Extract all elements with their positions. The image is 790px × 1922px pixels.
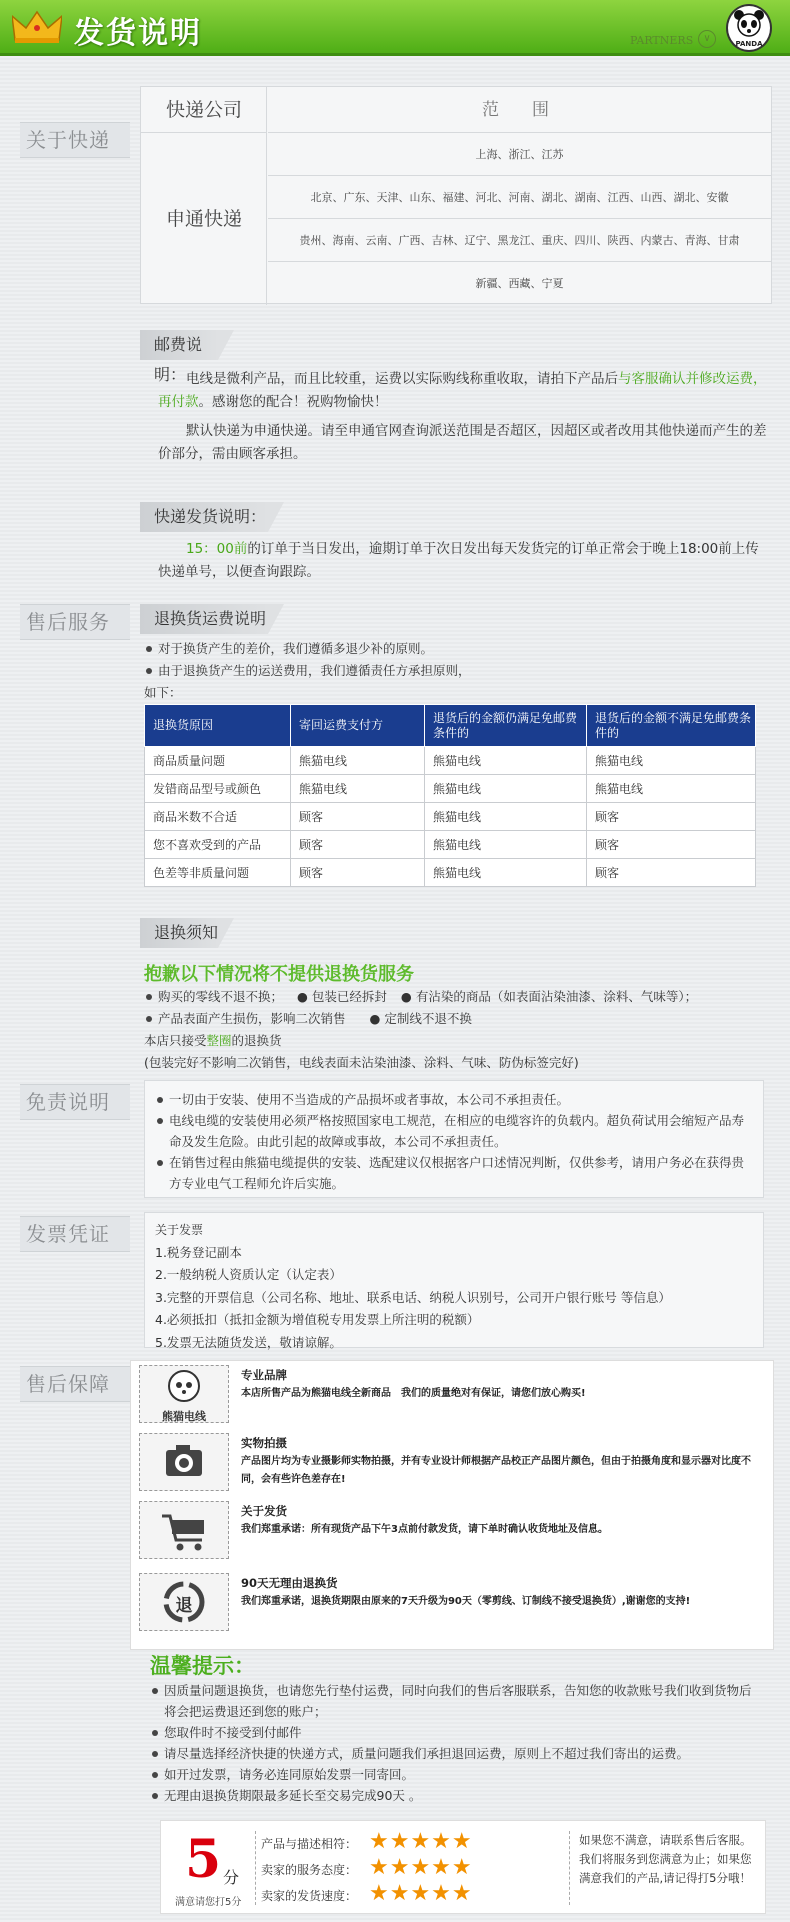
panda-logo <box>726 4 772 52</box>
list-item: 如开过发票，请务必连同原始发票一同寄回。 <box>150 1764 760 1785</box>
cart-icon <box>139 1501 229 1559</box>
table-cell: 熊猫电线 <box>425 775 587 803</box>
rating-row-label: 产品与描述相符： <box>261 1837 358 1851</box>
disclaimer-box <box>144 1080 764 1198</box>
list-item: 5.发票无法随货发送，敬请谅解。 <box>155 1334 342 1350</box>
shipping-heading: 快递发货说明： <box>140 502 268 532</box>
guarantee-title: 90天无理由退换货 <box>241 1576 338 1590</box>
table-cell: 熊猫电线 <box>425 831 587 859</box>
return-icon: 退 <box>139 1573 229 1631</box>
guarantee-text: 产品图片均为专业摄影师实物拍摄，并有专业设计师根据产品校正产品图片颜色，但由于拍摄角度和显示器对比度不同，会有些许色差存在! <box>241 1456 751 1485</box>
invoice-title: 关于发票 <box>155 1223 204 1237</box>
return-fee-list <box>144 638 764 704</box>
list-item: 在销售过程由熊猫电缆提供的安装、选配建议仅根据客户口述情况判断，仅供参考，请用户务必在获得贵方专业电气工程师允许后实施。 <box>155 1152 753 1194</box>
as-below-label: 如下： <box>144 685 182 700</box>
courier-table <box>140 86 772 304</box>
table-cell: 顾客 <box>291 831 425 859</box>
table-row <box>145 859 756 887</box>
rating-score: 5 <box>185 1829 222 1890</box>
table-cell: 熊猫电线 <box>425 859 587 887</box>
list-item: 请尽量选择经济快捷的快递方式，质量问题我们承担退回运费，原则上不超过我们寄出的运费。 <box>150 1743 760 1764</box>
table-row <box>145 747 756 775</box>
courier-company-name: 申通快递 <box>165 208 242 230</box>
guarantee-title: 专业品牌 <box>241 1368 287 1382</box>
divider <box>569 1831 570 1905</box>
list-item: 电线电缆的安装使用必须严格按照国家电工规范，在相应的电缆容许的负载内。超负荷试用会缩短产品寿命及发生危险。由此引起的故障或事故，本公司不承担责任。 <box>155 1110 753 1152</box>
postage-paragraph-2: 默认快递为申通快递。请至申通官网查询派送范围是否超区，因超区或者改用其他快递而产生的差价部分，需由顾客承担。 <box>158 423 767 462</box>
guarantee-item <box>137 1433 767 1493</box>
table-header: 退换货原因 <box>145 705 291 747</box>
return-fee-heading: 退换货运费说明 <box>140 604 268 634</box>
table-cell: 商品米数不合适 <box>145 803 291 831</box>
table-header: 退货后的金额仍满足免邮费条件的 <box>425 705 587 747</box>
table-cell: 熊猫电线 <box>587 747 756 775</box>
star-rating-icon[interactable]: ★★★★★ <box>369 1855 473 1880</box>
star-rating-icon[interactable]: ★★★★★ <box>369 1881 473 1906</box>
list-item: 3.完整的开票信息（公司名称、地址、联系电话、纳税人识别号，公司开户银行账号 等信息） <box>155 1289 671 1305</box>
table-cell: 商品质量问题 <box>145 747 291 775</box>
logo-text: PANDA <box>735 40 763 48</box>
guarantee-text: 本店所售产品为熊猫电线全新商品 我们的质量绝对有保证，请您们放心购买! <box>241 1388 586 1399</box>
list-item: 对于换货产生的差价，我们遵循多退少补的原则。 <box>144 638 764 660</box>
tips-heading: 温馨提示： <box>150 1654 255 1678</box>
table-header: 寄回运费支付方 <box>291 705 425 747</box>
list-item: 购买的零线不退不换； ● 包装已经拆封 ● 有沾染的商品（如表面沾染油漆、涂料、气味等）； <box>144 986 764 1008</box>
table-cell: 顾客 <box>587 859 756 887</box>
table-cell: 顾客 <box>587 831 756 859</box>
rating-note: 如果您不满意，请联系售后客服。我们将服务到您满意为止；如果您满意我们的产品,请记得打5分哦！ <box>579 1833 752 1885</box>
side-label-courier: 关于快递 <box>20 122 130 158</box>
guarantee-item <box>137 1365 767 1425</box>
table-cell: 熊猫电线 <box>587 775 756 803</box>
guarantee-text: 我们郑重承诺：所有现货产品下午3点前付款发货，请下单时确认收货地址及信息。 <box>241 1524 608 1535</box>
courier-range-row: 贵州、海南、云南、广西、吉林、辽宁、黑龙江、重庆、四川、陕西、内蒙古、青海、甘肃 <box>268 219 771 262</box>
side-label-after-sales: 售后服务 <box>20 604 130 640</box>
guarantee-text: 我们郑重承诺，退换货期限由原来的7天升级为90天（零剪线、订制线不接受退换货）,谢谢您的支持! <box>241 1596 691 1607</box>
courier-range-row: 北京、广东、天津、山东、福建、河北、河南、湖北、湖南、江西、山西、湖北、安徽 <box>268 176 771 219</box>
courier-col-company-header: 快递公司 <box>141 87 267 133</box>
rating-row-label: 卖家的服务态度： <box>261 1863 358 1877</box>
crown-icon <box>12 10 62 44</box>
table-cell: 熊猫电线 <box>291 747 425 775</box>
table-cell: 顾客 <box>291 803 425 831</box>
partners-label: PARTNERS <box>630 34 694 47</box>
return-notice-heading: 退换须知 <box>140 918 218 948</box>
table-cell: 顾客 <box>291 859 425 887</box>
page-title: 发货说明 <box>74 16 202 51</box>
table-cell: 发错商品型号或颜色 <box>145 775 291 803</box>
courier-range-row: 上海、浙江、江苏 <box>268 133 771 176</box>
panda-cable-icon: 熊猫电线 <box>139 1365 229 1423</box>
postage-paragraph-1: 电线是微利产品，而且比较重，运费以实际购线称重收取，请拍下产品后与客服确认并修改运费，再付款。感谢您的配合！祝购物愉快！ <box>158 371 767 410</box>
table-header-row <box>145 705 756 747</box>
table-cell: 熊猫电线 <box>291 775 425 803</box>
list-item: 无理由退换货期限最多延长至交易完成90天 。 <box>150 1785 760 1806</box>
guarantee-title: 实物拍摄 <box>241 1436 287 1450</box>
rating-row-label: 卖家的发货速度： <box>261 1889 358 1903</box>
list-item: 因质量问题退换货，也请您先行垫付运费，同时向我们的售后客服联系，告知您的收款账号我们收到货物后将会把运费退还到您的账户； <box>150 1680 760 1722</box>
table-row <box>145 803 756 831</box>
list-item: 2.一般纳税人资质认定（认定表） <box>155 1267 342 1282</box>
list-item: 您取件时不接受到付邮件 <box>150 1722 760 1743</box>
side-label-guarantee: 售后保障 <box>20 1366 130 1402</box>
list-item: 产品表面产生损伤，影响二次销售 ● 定制线不退不换 <box>144 1008 764 1030</box>
return-notice-headline: 抱歉以下情况将不提供退换货服务 <box>144 964 414 985</box>
guarantee-title: 关于发货 <box>241 1504 287 1518</box>
table-header: 退货后的金额不满足免邮费条件的 <box>587 705 756 747</box>
rating-subtitle: 满意请您打5分 <box>175 1897 242 1908</box>
list-item: 本店只接受整圈的退换货 <box>144 1033 282 1048</box>
header-bar <box>0 0 790 56</box>
list-item: 4.必须抵扣（抵扣金额为增值税专用发票上所注明的税额） <box>155 1312 480 1327</box>
table-cell: 顾客 <box>587 803 756 831</box>
return-notice-list <box>144 986 764 1074</box>
chevron-down-icon[interactable]: ∨ <box>698 30 716 48</box>
list-item: (包装完好不影响二次销售，电线表面未沾染油漆、涂料、气味、防伪标签完好) <box>144 1055 579 1070</box>
list-item: 由于退换货产生的运送费用，我们遵循责任方承担原则， <box>144 660 764 682</box>
guarantee-panel <box>130 1360 774 1650</box>
courier-col-range-header: 范 围 <box>268 87 771 133</box>
invoice-box <box>144 1212 764 1348</box>
table-cell: 色差等非质量问题 <box>145 859 291 887</box>
return-fee-table <box>144 704 756 887</box>
panda-face-icon <box>728 6 770 40</box>
guarantee-item <box>137 1501 767 1561</box>
camera-icon <box>139 1433 229 1491</box>
table-cell: 熊猫电线 <box>425 803 587 831</box>
table-row <box>145 775 756 803</box>
table-row <box>145 831 756 859</box>
rating-unit: 分 <box>223 1868 240 1887</box>
courier-range-row: 新疆、西藏、宁夏 <box>475 277 564 290</box>
guarantee-item <box>137 1573 767 1633</box>
list-item: 一切由于安装、使用不当造成的产品损坏或者事故，本公司不承担责任。 <box>155 1089 753 1110</box>
side-label-disclaimer: 免责说明 <box>20 1084 130 1120</box>
tips-list <box>150 1680 760 1806</box>
table-cell: 您不喜欢受到的产品 <box>145 831 291 859</box>
rating-box <box>160 1820 766 1914</box>
shipping-paragraph: 15：00前的订单于当日发出，逾期订单于次日发出每天发货完的订单正常会于晚上18:00前上传快递单号，以便查询跟踪。 <box>158 541 759 580</box>
list-item: 1.税务登记副本 <box>155 1244 242 1260</box>
divider <box>255 1831 256 1905</box>
star-rating-icon[interactable]: ★★★★★ <box>369 1829 473 1854</box>
table-cell: 熊猫电线 <box>425 747 587 775</box>
postage-heading: 邮费说明： <box>140 330 218 360</box>
side-label-invoice: 发票凭证 <box>20 1216 130 1252</box>
